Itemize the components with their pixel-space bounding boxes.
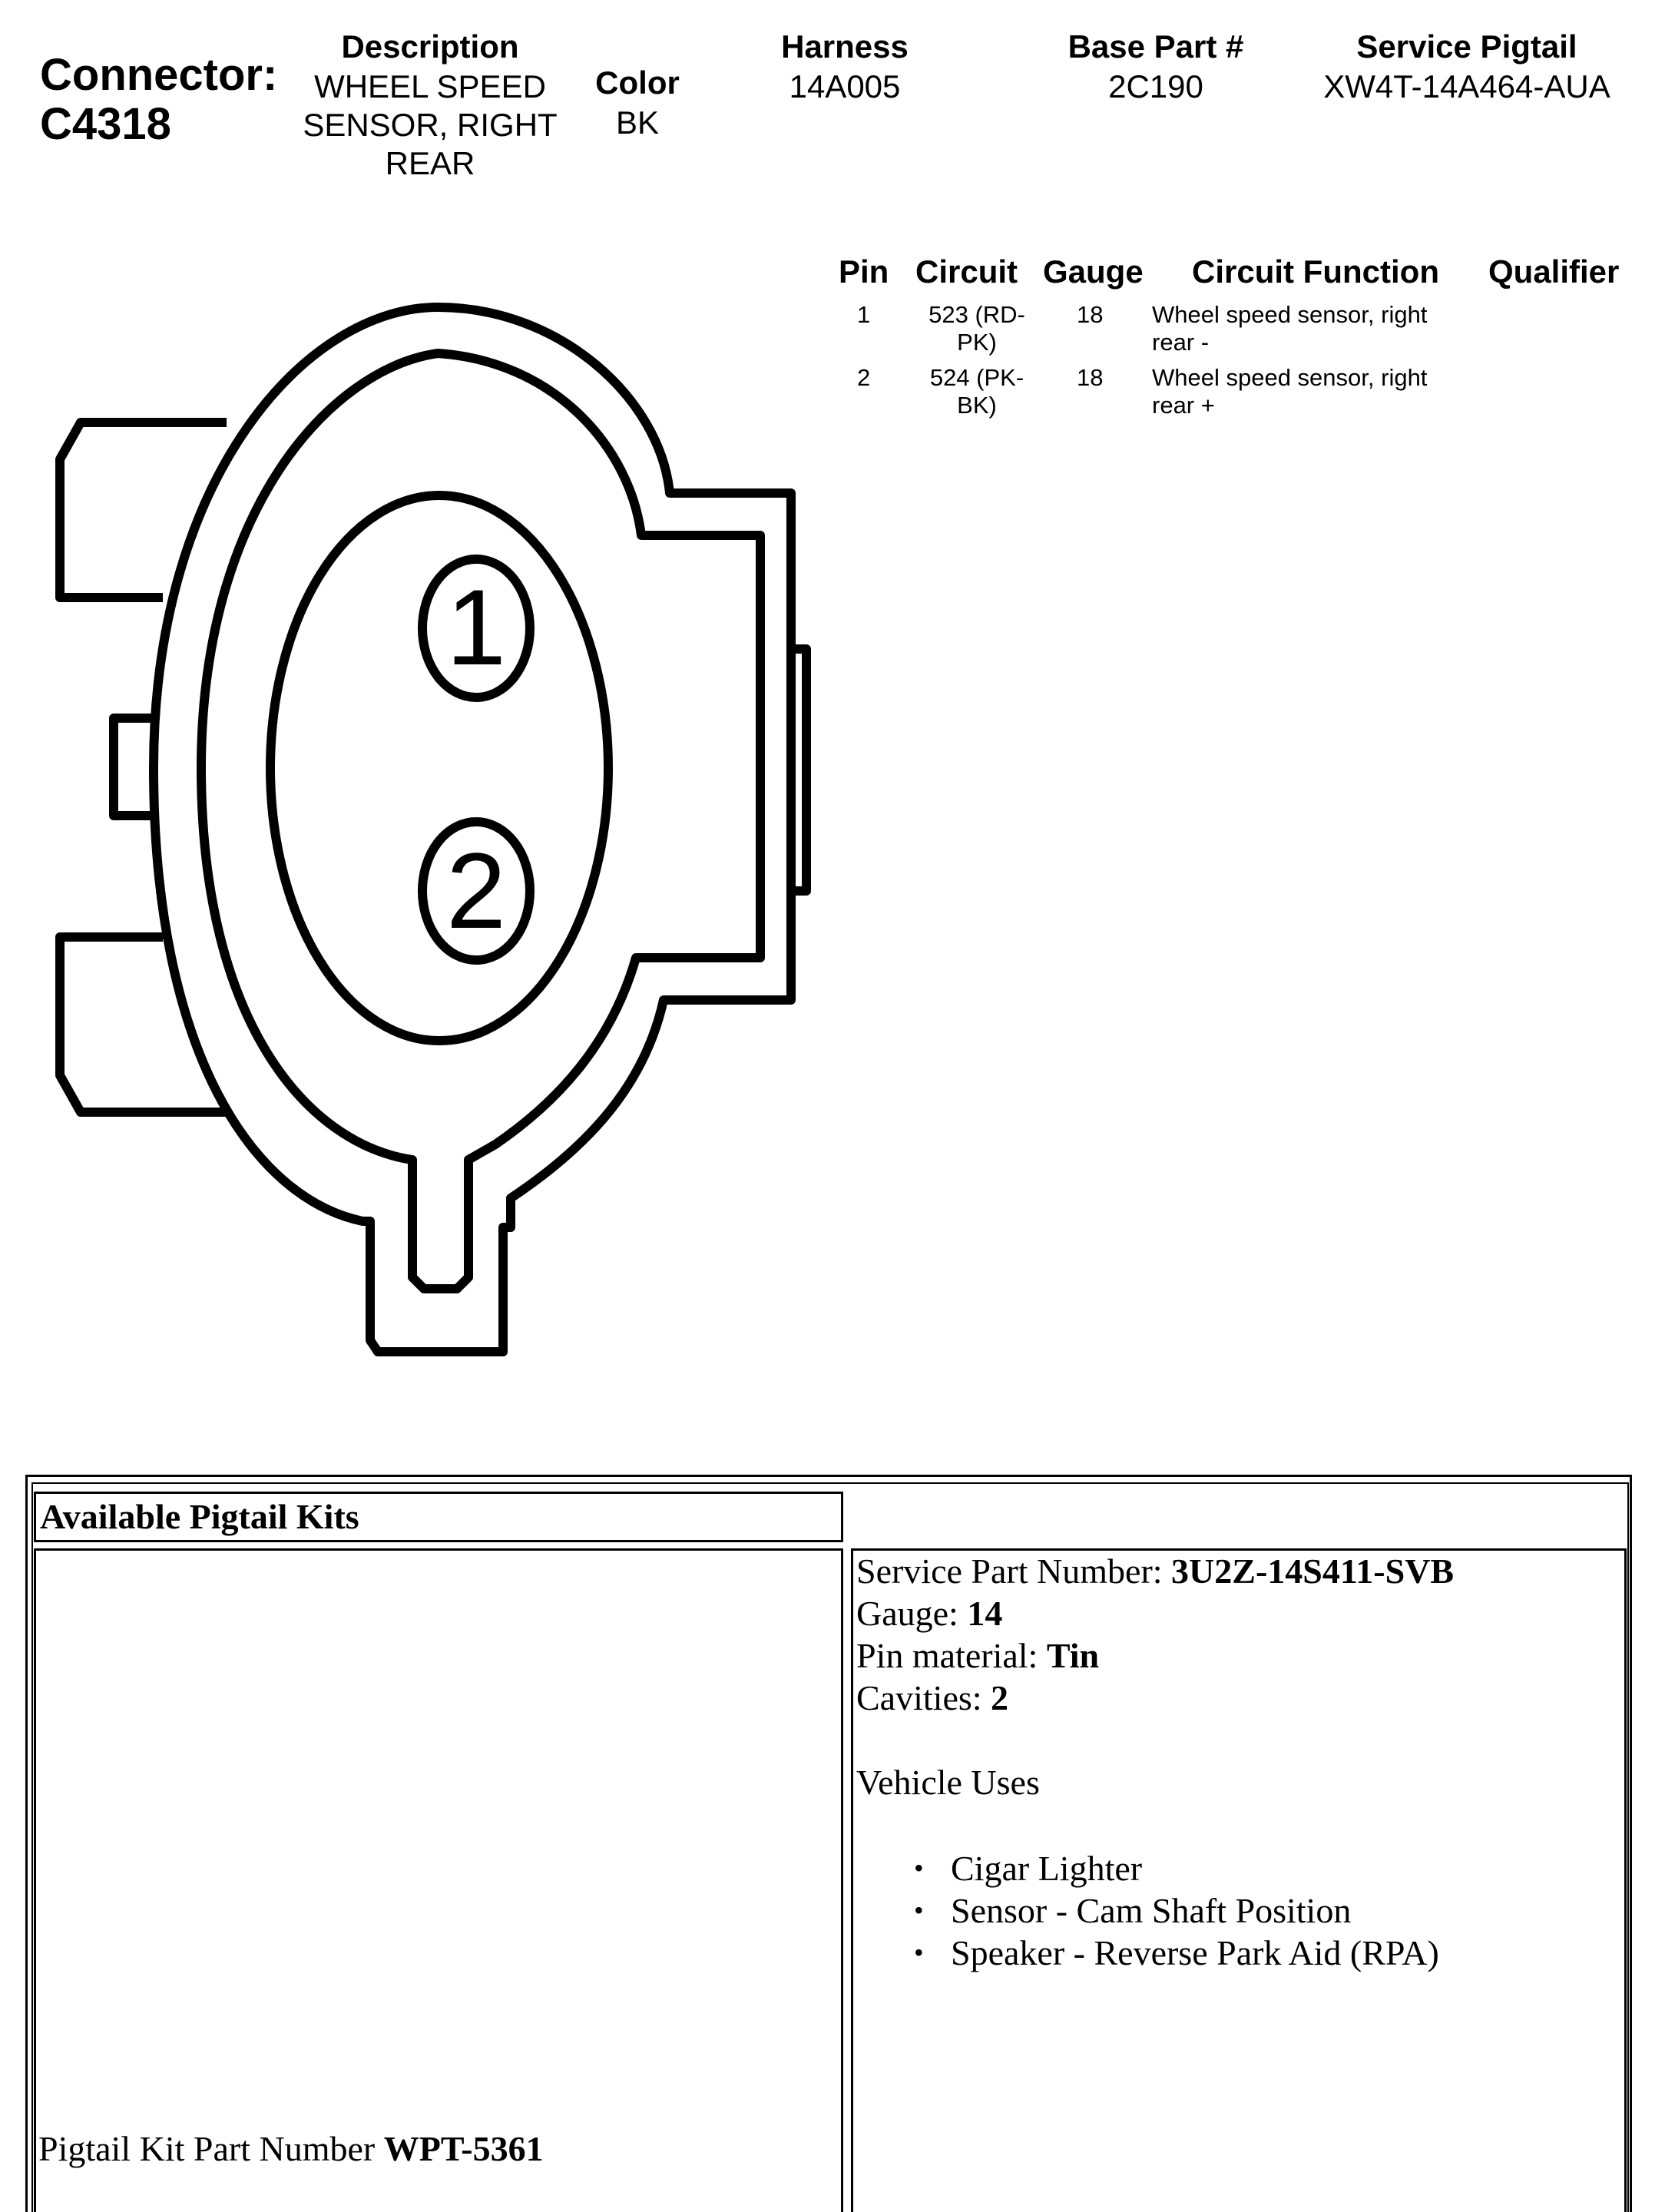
service-pigtail-heading: Service Pigtail (1356, 28, 1577, 65)
list-item: • Sensor - Cam Shaft Position (906, 1889, 1439, 1932)
cavities (856, 1677, 1008, 1719)
base-part-column (1029, 28, 1283, 106)
table-row (829, 364, 1659, 426)
pigtail-kit-image-cell (34, 1548, 843, 2212)
vehicle-uses-list (906, 1847, 1439, 1974)
circuit-line-1: 524 (PK- (929, 364, 1024, 391)
service-part-label: Service Part Number: (856, 1551, 1172, 1591)
circuit-cell (915, 301, 1038, 356)
kit-gauge-label: Gauge: (856, 1594, 968, 1633)
color-column (568, 64, 707, 142)
color-value: BK (615, 104, 660, 141)
connector-label: Connector: (40, 50, 278, 100)
circuit-line-2: BK) (957, 392, 997, 419)
description-line-3: REAR (385, 145, 475, 181)
connector-face-diagram (0, 261, 829, 1382)
list-item: • Cigar Lighter (906, 1847, 1439, 1889)
cavities-value: 2 (991, 1678, 1009, 1717)
base-part-heading: Base Part # (1068, 28, 1244, 65)
table-row (829, 301, 1659, 363)
pin-1-label: 1 (446, 567, 506, 687)
circuit-header: Circuit (915, 253, 1018, 290)
base-part-value: 2C190 (1108, 68, 1203, 104)
pin-number: 1 (857, 301, 871, 328)
service-part-number (856, 1550, 1454, 1592)
gauge-value: 18 (1077, 364, 1104, 391)
function-header: Circuit Function (1192, 253, 1439, 290)
pigtail-kit-part-number (38, 2128, 544, 2170)
connector-label-block (40, 51, 277, 149)
service-part-value: 3U2Z-14S411-SVB (1171, 1551, 1455, 1591)
circuit-line-2: PK) (957, 329, 997, 356)
function-line-2: rear + (1152, 392, 1215, 419)
circuit-cell (915, 364, 1038, 419)
bottom-left-latch-tab (60, 937, 227, 1112)
harness-heading: Harness (781, 28, 909, 65)
kit-gauge (856, 1592, 1002, 1634)
function-cell (1152, 301, 1427, 356)
description-heading: Description (341, 28, 519, 65)
left-key-tab (114, 718, 154, 816)
pigtail-kits-title: Available Pigtail Kits (40, 1497, 359, 1536)
pin-material-value: Tin (1046, 1636, 1100, 1675)
service-pigtail-column (1290, 28, 1643, 106)
kit-part-label: Pigtail Kit Part Number (38, 2129, 384, 2168)
kit-part-value: WPT-5361 (383, 2129, 544, 2168)
function-cell (1152, 364, 1427, 419)
service-pigtail-value: XW4T-14A464-AUA (1323, 68, 1610, 104)
gauge-header: Gauge (1043, 253, 1144, 290)
list-item: • Speaker - Reverse Park Aid (RPA) (906, 1932, 1439, 1974)
description-column (292, 28, 568, 183)
description-line-2: SENSOR, RIGHT (303, 107, 558, 143)
function-line-2: rear - (1152, 329, 1210, 356)
kit-gauge-value: 14 (967, 1594, 1003, 1633)
function-line-1: Wheel speed sensor, right (1152, 364, 1428, 391)
harness-column (737, 28, 952, 106)
harness-value: 14A005 (789, 68, 901, 104)
function-line-1: Wheel speed sensor, right (1152, 301, 1428, 328)
description-line-1: WHEEL SPEED (314, 68, 546, 104)
pin-number: 2 (857, 364, 871, 391)
vehicle-uses-heading: Vehicle Uses (856, 1763, 1040, 1802)
cavities-label: Cavities: (856, 1678, 991, 1717)
qualifier-header: Qualifier (1488, 253, 1620, 290)
connector-id: C4318 (40, 99, 171, 149)
gauge-value: 18 (1077, 301, 1104, 328)
pin-header: Pin (839, 253, 889, 290)
pin-material-label: Pin material: (856, 1636, 1047, 1675)
pin-material (856, 1634, 1099, 1677)
pin-2-label: 2 (446, 830, 506, 951)
color-heading: Color (595, 65, 680, 101)
circuit-line-1: 523 (RD- (928, 301, 1025, 328)
